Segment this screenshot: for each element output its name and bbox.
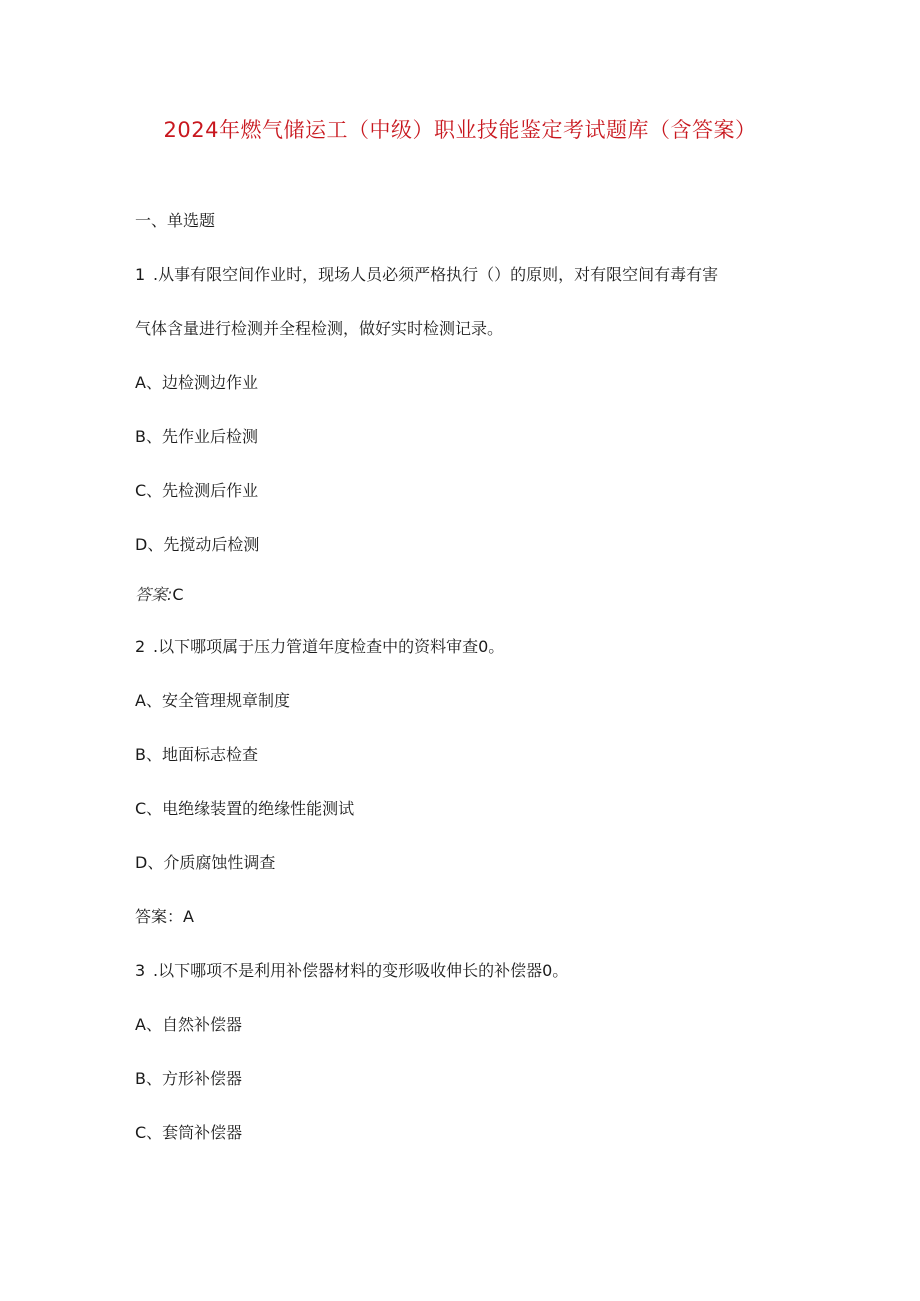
question-3-option-a: A、自然补偿器 xyxy=(135,1015,242,1034)
question-2-option-b: B、地面标志检查 xyxy=(135,745,258,764)
question-3-option-b: B、方形补偿器 xyxy=(135,1069,242,1088)
question-2-option-d: D、介质腐蚀性调查 xyxy=(135,853,276,872)
question-2-answer-value: A xyxy=(183,907,194,926)
question-1-option-d: D、先搅动后检测 xyxy=(135,535,260,554)
document-title: 2024年燃气储运工（中级）职业技能鉴定考试题库（含答案） xyxy=(163,118,757,142)
question-2-stem-text: .以下哪项属于压力管道年度检查中的资料审查0。 xyxy=(153,637,505,656)
question-3-option-c: C、套筒补偿器 xyxy=(135,1123,243,1142)
question-2-option-a: A、安全管理规章制度 xyxy=(135,691,290,710)
question-2-stem-line1 xyxy=(135,636,504,658)
question-3-stem-line1 xyxy=(135,960,568,982)
question-3-number: 3 xyxy=(135,961,146,980)
question-2-answer xyxy=(135,906,194,928)
question-1-stem-line1 xyxy=(135,264,718,286)
question-1-answer xyxy=(135,584,184,606)
question-2-option-c: C、电绝缘装置的绝缘性能测试 xyxy=(135,799,355,818)
question-3-stem-text: .以下哪项不是利用补偿器材料的变形吸收伸长的补偿器0。 xyxy=(153,961,569,980)
question-1-option-c: C、先检测后作业 xyxy=(135,481,259,500)
question-1-number: 1 xyxy=(135,265,146,284)
question-1-stem-line2: 气体含量进行检测并全程检测，做好实时检测记录。 xyxy=(135,319,504,338)
question-1-option-a: A、边检测边作业 xyxy=(135,373,258,392)
question-2-number: 2 xyxy=(135,637,146,656)
question-1-stem-text: .从事有限空间作业时，现场人员必须严格执行（）的原则，对有限空间有毒有害 xyxy=(153,265,719,284)
section-heading: 一、单选题 xyxy=(135,211,216,230)
question-2-answer-label: 答案： xyxy=(135,907,184,926)
question-1-answer-value: C xyxy=(172,585,184,604)
question-1-option-b: B、先作业后检测 xyxy=(135,427,258,446)
question-1-answer-label: 答案: xyxy=(135,585,173,604)
